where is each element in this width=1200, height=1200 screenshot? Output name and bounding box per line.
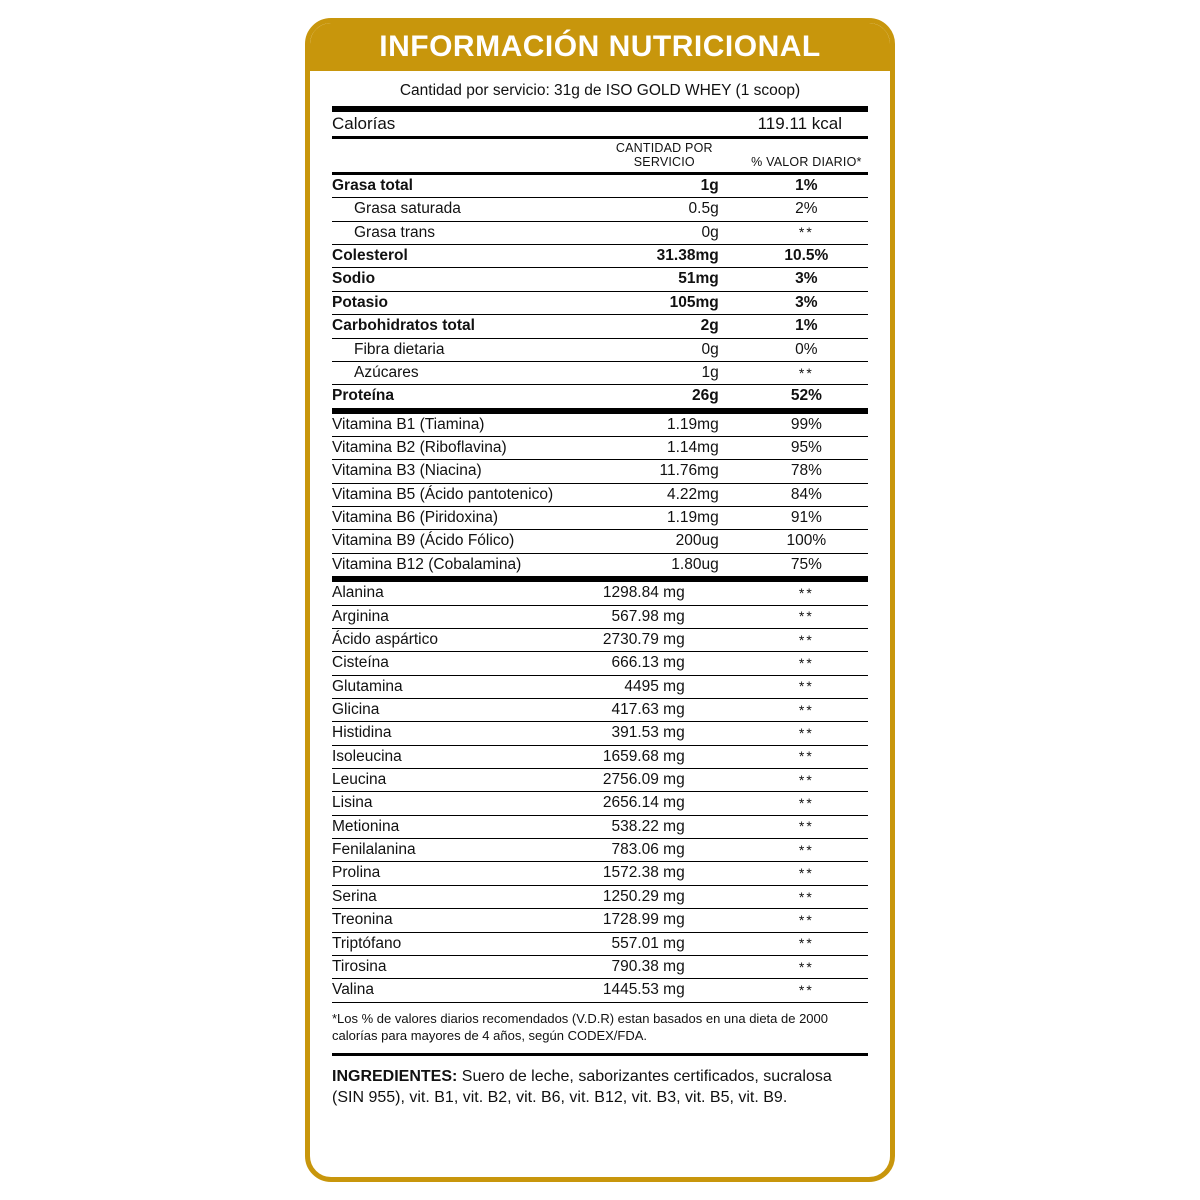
nutrient-amount: 31.38mg — [584, 245, 745, 268]
calories-label: Calorías — [332, 109, 584, 138]
aminoacid-daily-value: ** — [745, 579, 868, 605]
nutrient-daily-value: 75% — [745, 553, 868, 579]
nutrient-name: Sodio — [332, 268, 584, 291]
aminoacid-daily-value: ** — [745, 628, 868, 651]
aminoacid-name: Triptófano — [332, 932, 584, 955]
table-row — [332, 483, 868, 506]
aminoacid-name: Metionina — [332, 815, 584, 838]
table-row — [332, 722, 868, 745]
nutrient-amount: 0.5g — [584, 198, 745, 221]
table-row — [332, 932, 868, 955]
nutrient-name: Grasa saturada — [332, 198, 584, 221]
table-row — [332, 745, 868, 768]
nutrient-daily-value: 1% — [795, 177, 818, 195]
header-amount: CANTIDAD POR SERVICIO — [584, 138, 745, 174]
nutrient-daily-value: 2% — [745, 198, 868, 221]
nutrient-name: Vitamina B1 (Tiamina) — [332, 411, 584, 437]
nutrient-name: Potasio — [332, 291, 584, 314]
nutrient-amount: 2g — [584, 315, 745, 338]
aminoacid-amount: 1298.84 mg — [584, 579, 745, 605]
nutrient-amount: 0g — [584, 221, 745, 244]
aminoacid-name: Alanina — [332, 579, 584, 605]
footnote-text: *Los % de valores diarios recomendados (V.D.R) estan basados en una dieta de 2000 calorías para mayores de 4 años, según CODEX/FDA. — [332, 1010, 868, 1056]
nutrient-name: Carbohidratos total — [332, 315, 584, 338]
calories-value: 119.11 kcal — [584, 109, 868, 138]
aminoacid-amount: 557.01 mg — [584, 932, 745, 955]
table-row — [332, 862, 868, 885]
aminoacid-amount: 2756.09 mg — [584, 769, 745, 792]
nutrient-amount: 1g — [700, 177, 719, 195]
table-row — [332, 385, 868, 411]
nutrient-name: Vitamina B6 (Piridoxina) — [332, 507, 584, 530]
aminoacid-amount: 1250.29 mg — [584, 885, 745, 908]
aminoacid-amount: 417.63 mg — [584, 698, 745, 721]
table-row — [332, 268, 868, 291]
table-row — [332, 605, 868, 628]
table-row — [332, 698, 868, 721]
table-row — [332, 955, 868, 978]
aminoacid-daily-value: ** — [745, 979, 868, 1002]
nutrient-name: Azúcares — [332, 361, 584, 384]
table-row — [332, 245, 868, 268]
nutrient-amount: 1.14mg — [584, 436, 745, 459]
aminoacid-daily-value: ** — [745, 675, 868, 698]
aminoacid-name: Arginina — [332, 605, 584, 628]
table-row — [332, 628, 868, 651]
aminoacid-amount: 4495 mg — [584, 675, 745, 698]
table-row — [332, 652, 868, 675]
ingredients-text: Suero de leche, saborizantes certificados, sucralosa (SIN 955), vit. B1, vit. B2, vit. B6, vit. B12, vit. B3, vit. B5, vit. B9. — [332, 1067, 832, 1107]
nutrition-facts-panel — [305, 18, 895, 1182]
table-row — [332, 792, 868, 815]
page-title: INFORMACIÓN NUTRICIONAL — [379, 30, 821, 63]
aminoacid-name: Glicina — [332, 698, 584, 721]
aminoacid-daily-value: ** — [745, 909, 868, 932]
nutrient-daily-value: 52% — [745, 385, 868, 411]
aminoacid-name: Leucina — [332, 769, 584, 792]
table-row — [332, 675, 868, 698]
table-row — [332, 769, 868, 792]
header-daily-value: % VALOR DIARIO* — [745, 138, 868, 174]
ingredients-label: INGREDIENTES: — [332, 1067, 458, 1085]
nutrient-amount: 51mg — [584, 268, 745, 291]
table-row — [332, 579, 868, 605]
nutrient-name: Vitamina B3 (Niacina) — [332, 460, 584, 483]
nutrient-name: Proteína — [332, 385, 584, 411]
aminoacid-daily-value: ** — [745, 955, 868, 978]
aminoacid-amount: 1728.99 mg — [584, 909, 745, 932]
table-row — [332, 291, 868, 314]
nutrient-amount: 200ug — [584, 530, 745, 553]
aminoacid-daily-value: ** — [745, 815, 868, 838]
aminoacid-amount: 790.38 mg — [584, 955, 745, 978]
nutrient-name: Vitamina B5 (Ácido pantotenico) — [332, 483, 584, 506]
nutrient-daily-value: ** — [745, 221, 868, 244]
table-row — [332, 221, 868, 244]
nutrient-daily-value: 99% — [745, 411, 868, 437]
aminoacid-daily-value: ** — [745, 722, 868, 745]
table-row — [332, 338, 868, 361]
nutrient-amount: 1.80ug — [584, 553, 745, 579]
nutrient-daily-value: 3% — [745, 291, 868, 314]
aminoacid-amount: 391.53 mg — [584, 722, 745, 745]
nutrient-name: Fibra dietaria — [332, 338, 584, 361]
serving-size-text: Cantidad por servicio: 31g de ISO GOLD WHEY (1 scoop) — [399, 82, 801, 99]
nutrient-daily-value: 3% — [745, 268, 868, 291]
aminoacid-daily-value: ** — [745, 652, 868, 675]
aminoacid-amount: 567.98 mg — [584, 605, 745, 628]
aminoacid-name: Serina — [332, 885, 584, 908]
nutrient-amount: 0g — [584, 338, 745, 361]
nutrient-daily-value: 78% — [745, 460, 868, 483]
aminoacid-daily-value: ** — [745, 745, 868, 768]
nutrient-daily-value: ** — [745, 361, 868, 384]
aminoacid-daily-value: ** — [745, 839, 868, 862]
aminoacid-name: Prolina — [332, 862, 584, 885]
aminoacid-name: Lisina — [332, 792, 584, 815]
nutrient-amount: 1g — [584, 361, 745, 384]
aminoacid-daily-value: ** — [745, 792, 868, 815]
nutrient-amount: 1.19mg — [584, 411, 745, 437]
aminoacid-amount: 1445.53 mg — [584, 979, 745, 1002]
aminoacid-amount: 666.13 mg — [584, 652, 745, 675]
aminoacid-name: Tirosina — [332, 955, 584, 978]
aminoacid-amount: 783.06 mg — [584, 839, 745, 862]
aminoacid-name: Histidina — [332, 722, 584, 745]
header-blank — [332, 138, 584, 174]
aminoacid-name: Cisteína — [332, 652, 584, 675]
nutrient-daily-value: 1% — [745, 315, 868, 338]
nutrient-daily-value: 84% — [745, 483, 868, 506]
table-row — [332, 909, 868, 932]
table-row — [332, 460, 868, 483]
nutrient-name: Vitamina B12 (Cobalamina) — [332, 553, 584, 579]
nutrition-table — [332, 106, 868, 1003]
table-row — [332, 361, 868, 384]
aminoacid-name: Glutamina — [332, 675, 584, 698]
nutrient-amount: 11.76mg — [584, 460, 745, 483]
column-header-row — [332, 138, 868, 174]
aminoacid-name: Ácido aspártico — [332, 628, 584, 651]
nutrient-amount: 105mg — [584, 291, 745, 314]
aminoacid-name: Fenilalanina — [332, 839, 584, 862]
aminoacid-daily-value: ** — [745, 932, 868, 955]
calories-row — [332, 109, 868, 138]
aminoacid-daily-value: ** — [745, 769, 868, 792]
nutrient-daily-value: 10.5% — [745, 245, 868, 268]
aminoacid-amount: 2656.14 mg — [584, 792, 745, 815]
nutrient-name: Grasa total — [332, 177, 413, 195]
aminoacid-amount: 1572.38 mg — [584, 862, 745, 885]
nutrient-name: Vitamina B2 (Riboflavina) — [332, 436, 584, 459]
aminoacid-daily-value: ** — [745, 885, 868, 908]
table-row — [332, 198, 868, 221]
aminoacid-daily-value: ** — [745, 862, 868, 885]
table-row — [332, 411, 868, 437]
table-row — [332, 815, 868, 838]
aminoacid-daily-value: ** — [745, 698, 868, 721]
aminoacid-name: Treonina — [332, 909, 584, 932]
table-row — [332, 174, 868, 198]
table-row — [332, 507, 868, 530]
aminoacid-name: Isoleucina — [332, 745, 584, 768]
table-row — [332, 530, 868, 553]
nutrition-table-body — [332, 109, 868, 1002]
panel-title-bar — [310, 23, 890, 71]
table-row — [332, 979, 868, 1002]
table-row — [332, 553, 868, 579]
aminoacid-amount: 538.22 mg — [584, 815, 745, 838]
ingredients-block — [332, 1066, 868, 1109]
nutrient-name: Vitamina B9 (Ácido Fólico) — [332, 530, 584, 553]
nutrient-amount: 4.22mg — [584, 483, 745, 506]
nutrient-amount: 1.19mg — [584, 507, 745, 530]
nutrient-amount: 26g — [584, 385, 745, 411]
aminoacid-amount: 2730.79 mg — [584, 628, 745, 651]
panel-body — [310, 82, 890, 1109]
nutrient-daily-value: 0% — [745, 338, 868, 361]
table-row — [332, 839, 868, 862]
nutrient-daily-value: 95% — [745, 436, 868, 459]
nutrient-name: Grasa trans — [332, 221, 584, 244]
aminoacid-daily-value: ** — [745, 605, 868, 628]
aminoacid-amount: 1659.68 mg — [584, 745, 745, 768]
table-row — [332, 315, 868, 338]
nutrient-daily-value: 91% — [745, 507, 868, 530]
table-row — [332, 885, 868, 908]
nutrient-daily-value: 100% — [745, 530, 868, 553]
aminoacid-name: Valina — [332, 979, 584, 1002]
table-row — [332, 436, 868, 459]
nutrient-name: Colesterol — [332, 245, 584, 268]
